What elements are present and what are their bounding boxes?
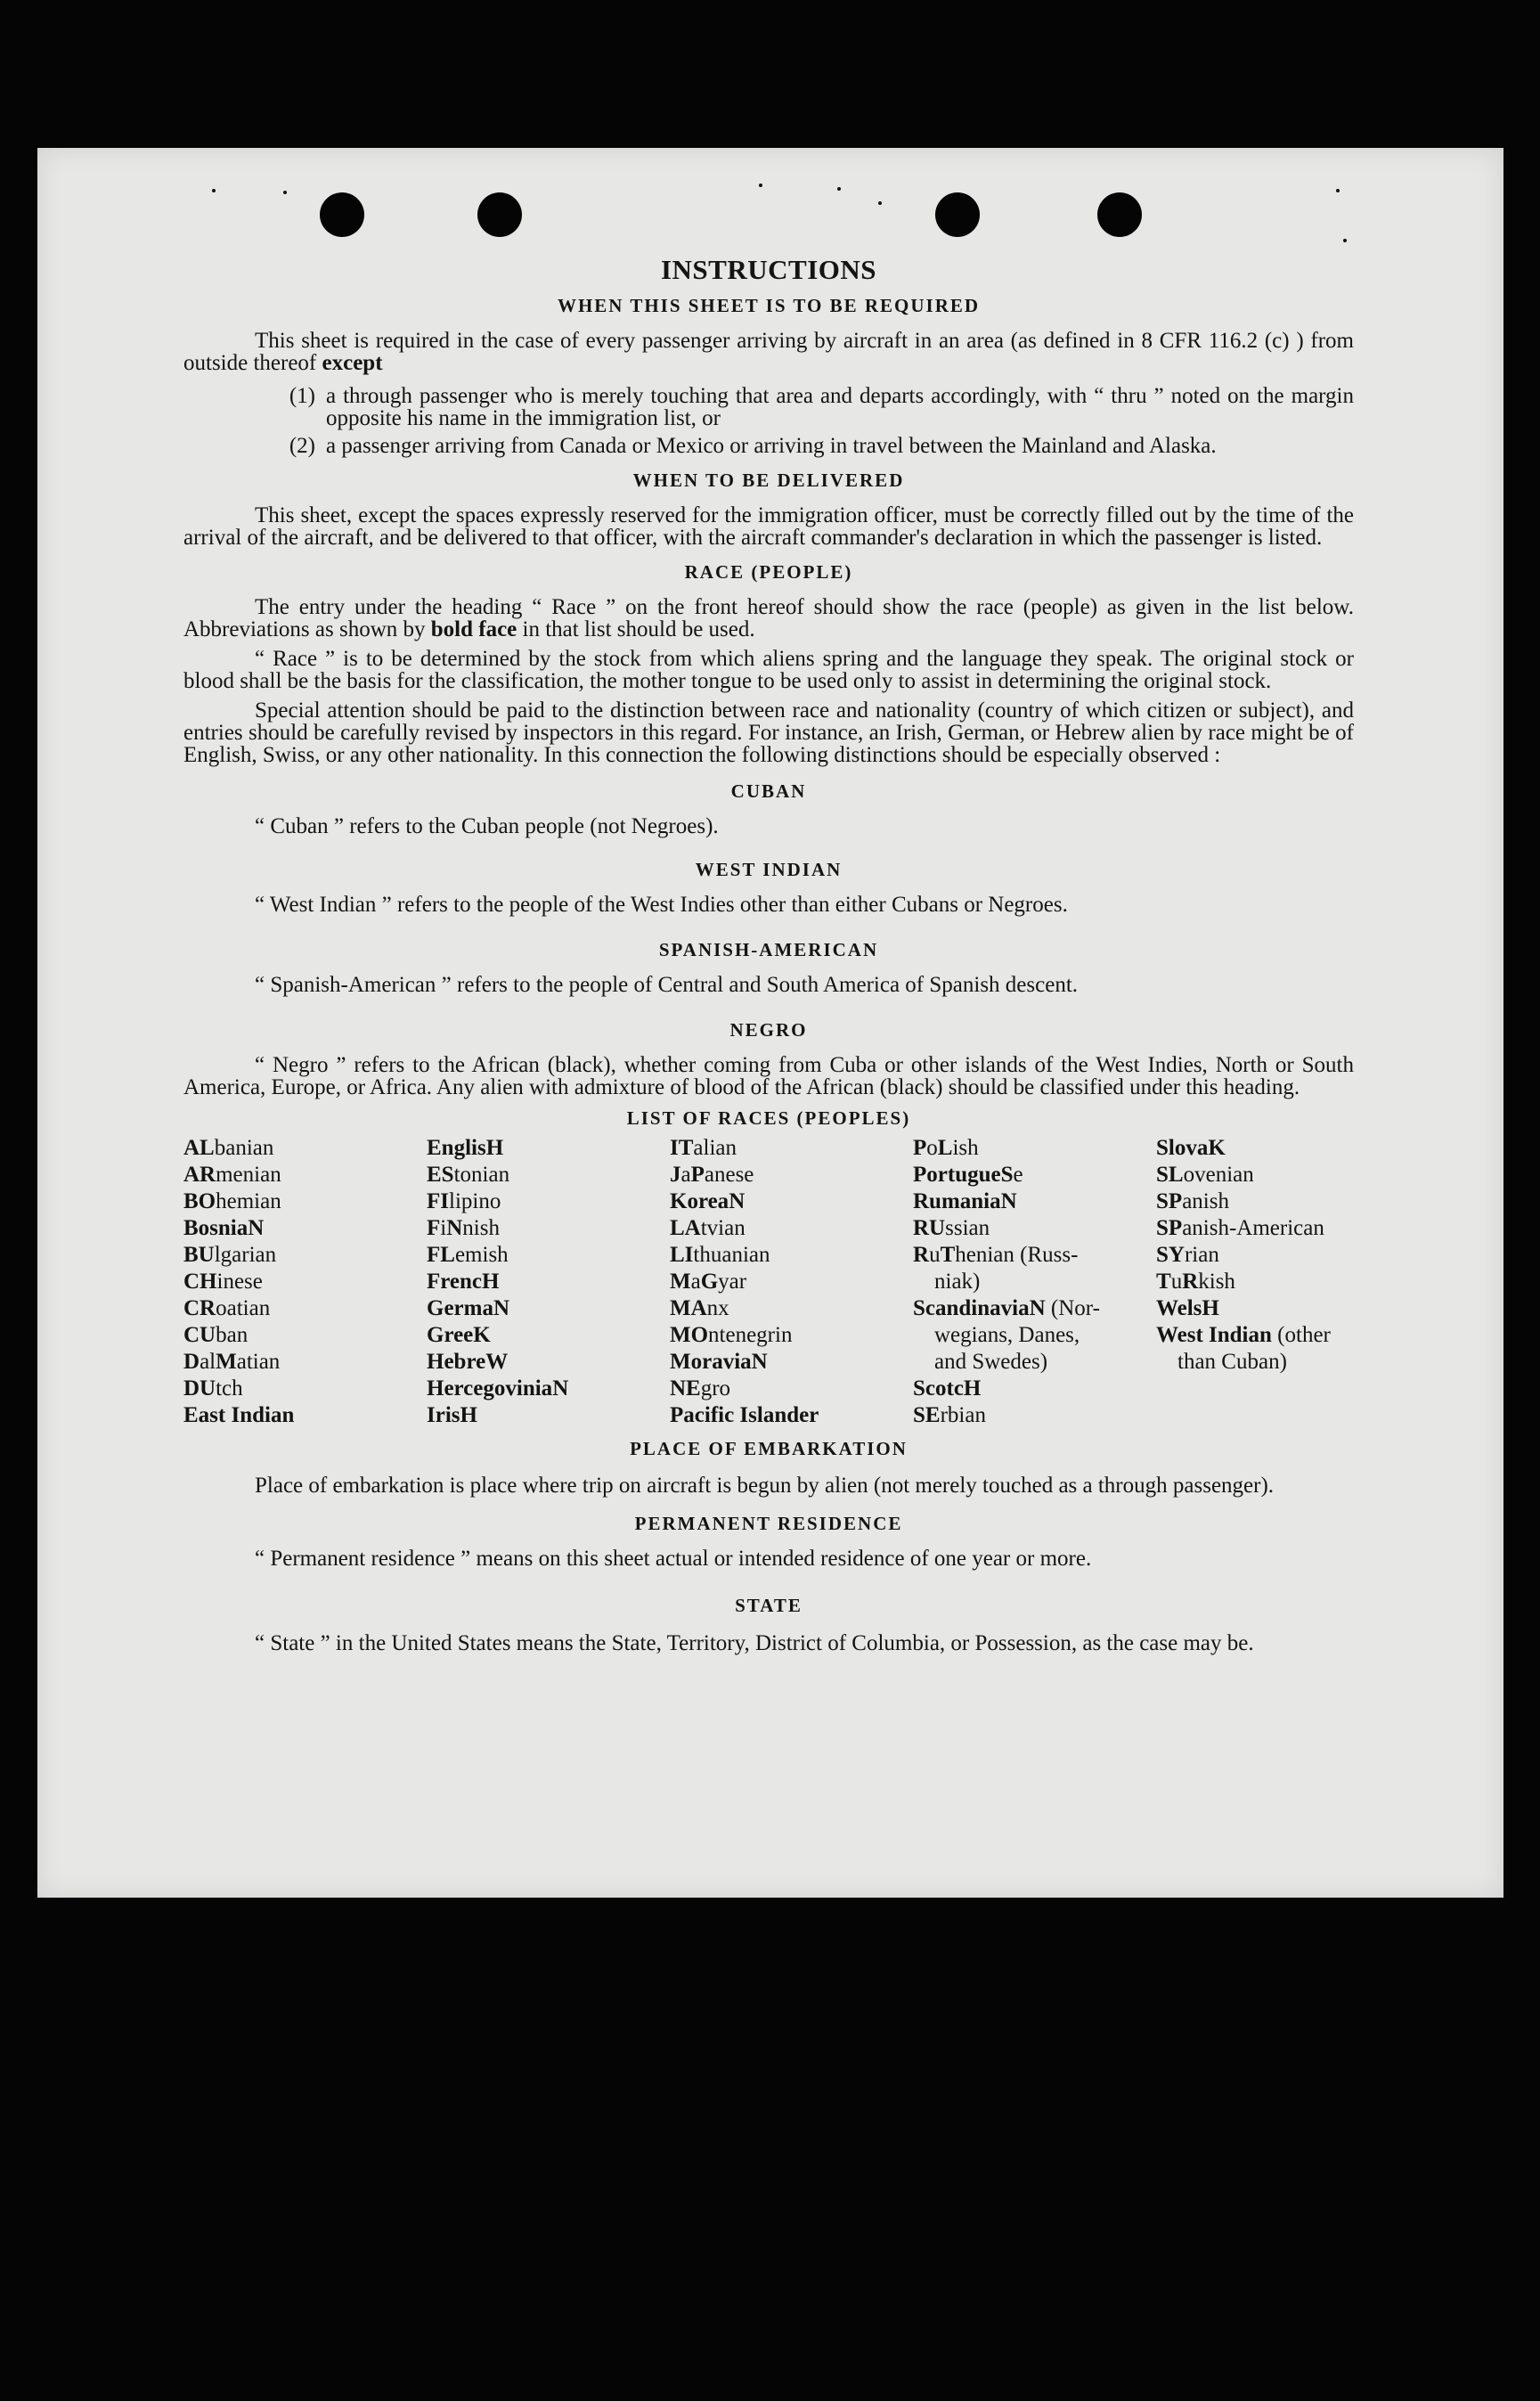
race-abbreviation: R bbox=[913, 1243, 930, 1267]
race-text: i bbox=[440, 1216, 447, 1240]
race-entry bbox=[670, 1162, 913, 1188]
section-heading: SPANISH-AMERICAN bbox=[658, 939, 879, 960]
race-text: a bbox=[680, 1163, 691, 1187]
race-abbreviation: Moravia bbox=[670, 1350, 752, 1374]
race-entry bbox=[183, 1215, 427, 1242]
race-abbreviation: K bbox=[473, 1323, 491, 1347]
punch-hole bbox=[935, 192, 980, 237]
race-entry bbox=[427, 1322, 670, 1349]
section-heading: WHEN THIS SHEET IS TO BE REQUIRED bbox=[557, 295, 981, 316]
race-text: rian bbox=[1184, 1243, 1219, 1267]
race-entry: and Swedes) bbox=[934, 1350, 1048, 1374]
race-text: lgarian bbox=[214, 1243, 277, 1267]
race-abbreviation: SY bbox=[1156, 1243, 1185, 1267]
race-entry bbox=[670, 1376, 913, 1402]
race-text: anish bbox=[1182, 1189, 1229, 1213]
race-entry bbox=[1156, 1135, 1354, 1162]
definition-text: “ Permanent residence ” means on this sheet actual or intended residence of one year or more. bbox=[255, 1547, 1092, 1571]
race-entry bbox=[183, 1376, 427, 1402]
paragraph-text: in that list should be used. bbox=[522, 617, 755, 641]
section-heading: WHEN TO BE DELIVERED bbox=[632, 470, 905, 491]
race-abbreviation: T bbox=[940, 1243, 956, 1267]
race-entry bbox=[183, 1135, 427, 1162]
race-text: tch bbox=[216, 1376, 243, 1401]
race-entry bbox=[427, 1402, 670, 1429]
race-abbreviation: Hercegovinia bbox=[427, 1376, 553, 1401]
race-text: e bbox=[1013, 1163, 1023, 1187]
race-entry bbox=[183, 1402, 427, 1429]
race-abbreviation: G bbox=[700, 1270, 719, 1294]
race-entry bbox=[183, 1162, 427, 1188]
race-abbreviation: BU bbox=[183, 1243, 215, 1267]
race-text: (other bbox=[1271, 1323, 1331, 1347]
race-abbreviation: N bbox=[248, 1216, 265, 1240]
paragraph bbox=[183, 330, 1354, 374]
race-abbreviation: Scandinavia bbox=[913, 1296, 1030, 1320]
race-entry bbox=[427, 1269, 670, 1295]
race-entry bbox=[913, 1242, 1156, 1269]
race-text: yar bbox=[718, 1270, 747, 1294]
race-abbreviation: SL bbox=[1156, 1163, 1184, 1187]
punch-hole bbox=[1097, 192, 1142, 237]
race-entry bbox=[670, 1322, 913, 1349]
speck bbox=[212, 189, 216, 192]
race-abbreviation: N bbox=[729, 1189, 746, 1213]
paragraph-text: This sheet is required in the case of every passenger arriving by aircraft in an area (as defined in 8 CFR 116.2 (c) ) from outside thereof bbox=[183, 329, 1354, 375]
race-abbreviation: M bbox=[216, 1350, 237, 1374]
race-entry bbox=[670, 1402, 913, 1429]
section-heading: RACE (PEOPLE) bbox=[684, 561, 853, 583]
race-abbreviation: D bbox=[183, 1350, 200, 1374]
race-abbreviation: West Indian bbox=[1156, 1323, 1272, 1347]
race-text: thuanian bbox=[693, 1243, 770, 1267]
section-heading: PERMANENT RESIDENCE bbox=[634, 1513, 903, 1534]
race-abbreviation: CH bbox=[183, 1270, 217, 1294]
race-text: ntenegrin bbox=[708, 1323, 793, 1347]
race-text: u bbox=[929, 1243, 941, 1267]
race-abbreviation: FL bbox=[427, 1243, 455, 1267]
race-text: oatian bbox=[216, 1296, 271, 1320]
race-entry bbox=[913, 1215, 1156, 1242]
race-text: tonian bbox=[453, 1163, 510, 1187]
race-entry bbox=[913, 1162, 1156, 1188]
definition-text: “ West Indian ” refers to the people of the West Indies other than either Cubans or Negroes. bbox=[255, 893, 1068, 917]
race-abbreviation: DU bbox=[183, 1376, 216, 1401]
race-text: anish-American bbox=[1182, 1216, 1324, 1240]
race-text: atian bbox=[236, 1350, 281, 1374]
races-column bbox=[670, 1135, 913, 1429]
race-abbreviation: Germa bbox=[427, 1296, 493, 1320]
race-text: u bbox=[1170, 1270, 1183, 1294]
race-abbreviation: Frenc bbox=[427, 1270, 483, 1294]
race-abbreviation: S bbox=[1000, 1163, 1014, 1187]
race-abbreviation: P bbox=[913, 1136, 927, 1160]
section-heading: STATE bbox=[735, 1595, 803, 1616]
race-entry bbox=[427, 1162, 670, 1188]
race-abbreviation: T bbox=[1156, 1270, 1171, 1294]
race-abbreviation: N bbox=[552, 1376, 569, 1401]
speck bbox=[837, 187, 841, 191]
race-text: ssian bbox=[945, 1216, 990, 1240]
race-abbreviation: Englis bbox=[427, 1136, 486, 1160]
race-text: o bbox=[926, 1136, 938, 1160]
race-entry bbox=[1156, 1295, 1354, 1322]
race-abbreviation: K bbox=[1208, 1136, 1226, 1160]
race-text: banian bbox=[214, 1136, 274, 1160]
race-abbreviation: N bbox=[446, 1216, 463, 1240]
list-item bbox=[183, 435, 1354, 457]
race-entry bbox=[913, 1135, 1156, 1162]
race-abbreviation: L bbox=[937, 1136, 953, 1160]
race-entry bbox=[670, 1269, 913, 1295]
race-entry bbox=[427, 1349, 670, 1376]
race-abbreviation: ES bbox=[427, 1163, 454, 1187]
race-abbreviation: F bbox=[427, 1216, 441, 1240]
race-abbreviation: H bbox=[963, 1376, 982, 1401]
speck bbox=[1343, 239, 1347, 242]
race-abbreviation: W bbox=[485, 1350, 509, 1374]
paragraph: This sheet, except the spaces expressly reserved for the immigration officer, must be correctly filled out by the time of the arrival of the aircraft, and be delivered to that officer, with the aircraft commander's declaration in which the passenger is listed. bbox=[183, 503, 1354, 550]
race-entry bbox=[1156, 1322, 1354, 1349]
race-abbreviation: MO bbox=[670, 1323, 709, 1347]
race-entry bbox=[670, 1349, 913, 1376]
page-title: INSTRUCTIONS bbox=[660, 254, 876, 285]
race-abbreviation: H bbox=[485, 1136, 504, 1160]
race-abbreviation: J bbox=[670, 1163, 681, 1187]
race-text: ban bbox=[216, 1323, 249, 1347]
race-abbreviation: LI bbox=[670, 1243, 694, 1267]
race-text: al bbox=[200, 1350, 216, 1374]
race-text: alian bbox=[693, 1136, 737, 1160]
paragraph bbox=[183, 596, 1354, 641]
race-abbreviation: M bbox=[670, 1270, 691, 1294]
item-number: (2) bbox=[289, 434, 315, 458]
race-entry bbox=[1156, 1188, 1354, 1215]
race-abbreviation: Portugue bbox=[913, 1163, 1001, 1187]
race-abbreviation: H bbox=[482, 1270, 500, 1294]
section-heading: NEGRO bbox=[729, 1019, 808, 1041]
race-entry bbox=[427, 1376, 670, 1402]
race-text: ovenian bbox=[1183, 1163, 1254, 1187]
race-text: (Nor- bbox=[1045, 1296, 1100, 1320]
speck bbox=[759, 184, 762, 187]
definition-text: “ Negro ” refers to the African (black), whether coming from Cuba or other islands of the West Indies, North or South America, Europe, or Africa. Any alien with admixture of blood of the African (black) should be classified under this heading. bbox=[183, 1053, 1354, 1099]
race-abbreviation: AL bbox=[183, 1136, 215, 1160]
race-abbreviation: SP bbox=[1156, 1189, 1183, 1213]
section-heading: PLACE OF EMBARKATION bbox=[630, 1438, 908, 1459]
race-entry: niak) bbox=[934, 1270, 981, 1294]
race-abbreviation: N bbox=[1029, 1296, 1046, 1320]
speck bbox=[878, 201, 882, 205]
race-entry: wegians, Danes, bbox=[934, 1323, 1080, 1347]
section-heading: LIST OF RACES (PEOPLES) bbox=[626, 1107, 911, 1129]
race-abbreviation: AR bbox=[183, 1163, 216, 1187]
race-text: rbian bbox=[940, 1403, 986, 1427]
race-abbreviation: CR bbox=[183, 1296, 216, 1320]
races-column bbox=[183, 1135, 427, 1429]
race-text: tvian bbox=[700, 1216, 746, 1240]
race-abbreviation: FI bbox=[427, 1189, 449, 1213]
race-abbreviation: Hebre bbox=[427, 1350, 486, 1374]
section-heading: CUBAN bbox=[730, 780, 807, 802]
race-entry bbox=[183, 1349, 427, 1376]
race-entry bbox=[1156, 1215, 1354, 1242]
race-abbreviation: RU bbox=[913, 1216, 946, 1240]
race-entry bbox=[183, 1269, 427, 1295]
race-entry bbox=[427, 1135, 670, 1162]
definition-text: “ State ” in the United States means the State, Territory, District of Columbia, or Possession, as the case may be. bbox=[255, 1631, 1254, 1655]
race-abbreviation: SE bbox=[913, 1403, 941, 1427]
race-abbreviation: Gree bbox=[427, 1323, 474, 1347]
race-abbreviation: Scotc bbox=[913, 1376, 964, 1401]
race-text: nish bbox=[462, 1216, 500, 1240]
race-text: henian (Russ- bbox=[955, 1243, 1079, 1267]
race-abbreviation: Pacific Islander bbox=[670, 1403, 819, 1427]
race-text: lipino bbox=[449, 1189, 501, 1213]
punch-hole bbox=[477, 192, 522, 237]
race-entry bbox=[183, 1295, 427, 1322]
race-entry bbox=[670, 1295, 913, 1322]
race-abbreviation: H bbox=[1202, 1296, 1219, 1320]
race-abbreviation: BO bbox=[183, 1189, 216, 1213]
race-entry bbox=[913, 1295, 1156, 1322]
item-number: (1) bbox=[289, 384, 315, 408]
definition-text: “ Cuban ” refers to the Cuban people (not Negroes). bbox=[255, 814, 719, 838]
race-abbreviation: SP bbox=[1156, 1216, 1183, 1240]
race-entry bbox=[183, 1322, 427, 1349]
race-entry bbox=[670, 1188, 913, 1215]
races-column bbox=[913, 1135, 1156, 1429]
races-list bbox=[183, 1135, 1354, 1429]
race-text: hemian bbox=[216, 1189, 281, 1213]
race-text: nx bbox=[706, 1296, 729, 1320]
definition-text: “ Spanish-American ” refers to the people of Central and South America of Spanish descent. bbox=[255, 973, 1079, 997]
race-abbreviation: Wels bbox=[1156, 1296, 1202, 1320]
list-item bbox=[183, 385, 1354, 429]
item-text: a through passenger who is merely touching that area and departs accordingly, with “ thru ” noted on the margin opposite his name in the immigration list, or bbox=[326, 384, 1354, 430]
race-abbreviation: Bosnia bbox=[183, 1216, 249, 1240]
emphasis-text: bold face bbox=[430, 617, 517, 641]
race-text: inese bbox=[216, 1270, 263, 1294]
race-abbreviation: N bbox=[493, 1296, 510, 1320]
race-abbreviation: Slova bbox=[1156, 1136, 1209, 1160]
race-text: menian bbox=[216, 1163, 281, 1187]
race-abbreviation: N bbox=[1000, 1189, 1017, 1213]
punch-hole bbox=[320, 192, 364, 237]
race-entry bbox=[183, 1188, 427, 1215]
race-entry bbox=[670, 1215, 913, 1242]
race-text: ish bbox=[952, 1136, 979, 1160]
race-entry: than Cuban) bbox=[1177, 1350, 1287, 1374]
race-abbreviation: East Indian bbox=[183, 1403, 295, 1427]
race-abbreviation: CU bbox=[183, 1323, 216, 1347]
definition-text: Place of embarkation is place where trip on aircraft is begun by alien (not merely touched as a through passenger). bbox=[255, 1474, 1275, 1498]
race-text: gro bbox=[700, 1376, 731, 1401]
race-entry bbox=[670, 1242, 913, 1269]
race-abbreviation: H bbox=[460, 1403, 477, 1427]
race-entry bbox=[1156, 1242, 1354, 1269]
race-text: anese bbox=[704, 1163, 754, 1187]
race-entry bbox=[427, 1188, 670, 1215]
races-column bbox=[427, 1135, 670, 1429]
paragraph: Special attention should be paid to the distinction between race and nationality (country of which citizen or subject), and entries should be carefully revised by inspectors in this regard. For instance, an Irish, German, or Hebrew alien by race might be of English, Swiss, or any other nationality. In this connection the following distinctions should be especially observed : bbox=[183, 698, 1354, 767]
race-entry bbox=[1156, 1162, 1354, 1188]
race-abbreviation: Rumania bbox=[913, 1189, 1001, 1213]
race-abbreviation: Iris bbox=[427, 1403, 460, 1427]
race-abbreviation: MA bbox=[670, 1296, 707, 1320]
paragraph: “ Race ” is to be determined by the stock from which aliens spring and the language they speak. The original stock or blood shall be the basis for the classification, the mother tongue to be used only to assist in determining the original stock. bbox=[183, 647, 1354, 693]
speck bbox=[283, 191, 287, 194]
race-entry bbox=[427, 1242, 670, 1269]
race-entry bbox=[670, 1135, 913, 1162]
race-abbreviation: Korea bbox=[670, 1189, 729, 1213]
paragraph-text: The entry under the heading “ Race ” on the front hereof should show the race (people) as given in the list below. Abbreviations as shown by bbox=[183, 595, 1354, 641]
race-entry bbox=[1156, 1269, 1354, 1295]
speck bbox=[1336, 189, 1340, 192]
races-column bbox=[1156, 1135, 1354, 1429]
race-abbreviation: NE bbox=[670, 1376, 701, 1401]
emphasis-text: except bbox=[322, 351, 383, 375]
race-abbreviation: N bbox=[751, 1350, 768, 1374]
race-abbreviation: IT bbox=[670, 1136, 694, 1160]
race-abbreviation: R bbox=[1182, 1270, 1199, 1294]
race-abbreviation: P bbox=[690, 1163, 705, 1187]
race-entry bbox=[427, 1215, 670, 1242]
race-abbreviation: LA bbox=[670, 1216, 701, 1240]
race-entry bbox=[913, 1188, 1156, 1215]
race-entry bbox=[913, 1376, 1156, 1402]
race-text: kish bbox=[1198, 1270, 1235, 1294]
race-text: emish bbox=[454, 1243, 509, 1267]
section-heading: WEST INDIAN bbox=[695, 859, 843, 880]
race-entry bbox=[913, 1402, 1156, 1429]
race-entry bbox=[183, 1242, 427, 1269]
item-text: a passenger arriving from Canada or Mexico or arriving in travel between the Mainland and Alaska. bbox=[326, 434, 1217, 458]
instructions-content bbox=[183, 254, 1354, 1665]
race-entry bbox=[427, 1295, 670, 1322]
race-text: a bbox=[690, 1270, 701, 1294]
